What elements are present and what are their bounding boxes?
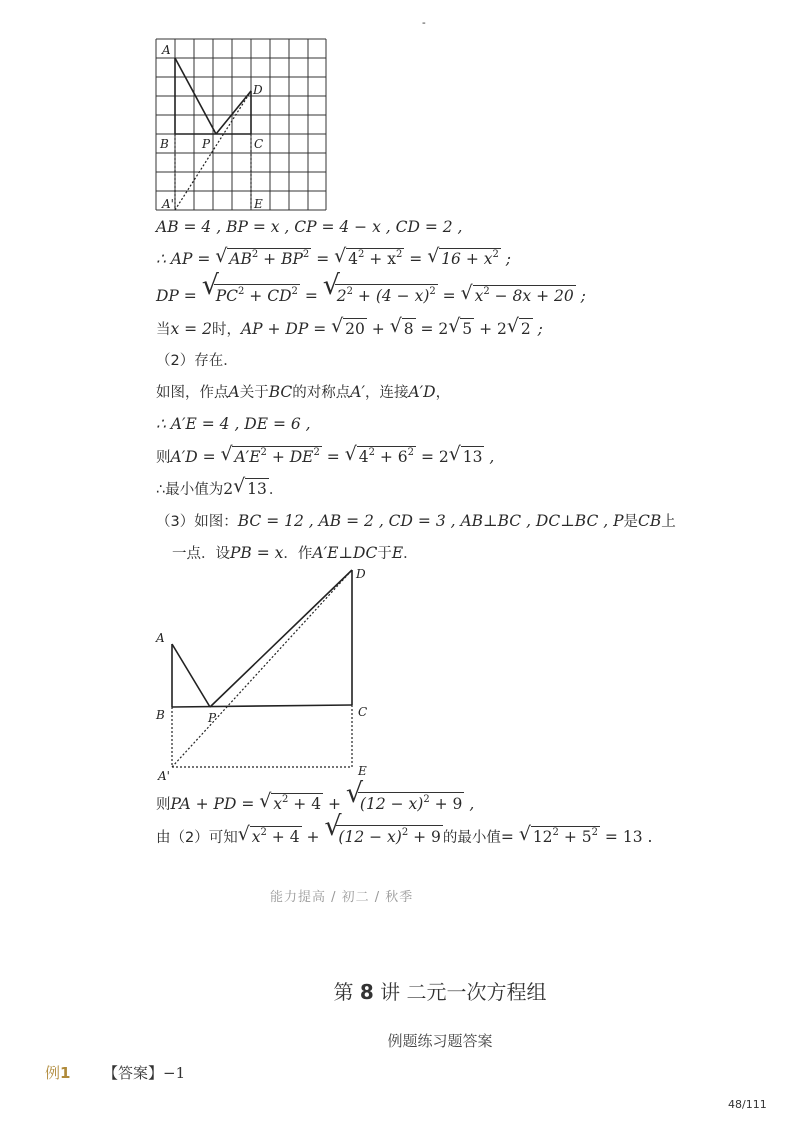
section-subtitle: 例题练习题答案: [387, 1032, 493, 1050]
line-10: （3）如图：BC = 12 , AB = 2 , CD = 3 , AB⊥BC , DC⊥BC , P是CB上: [156, 512, 676, 530]
label-e: E: [358, 764, 367, 778]
lesson-title: 第 8 讲 二元一次方程组: [333, 980, 547, 1004]
label-b: B: [160, 137, 169, 151]
segment-a-prime-d: [172, 570, 352, 767]
label-a-prime: A': [158, 769, 170, 783]
line-1: AB = 4 , BP = x , CP = 4 − x , CD = 2 ,: [156, 218, 463, 236]
line-7: ∴ A′E = 4 , DE = 6 ,: [156, 415, 311, 433]
line-3: DP = √ $PC^2 + CD^2$ = √ $2^2 + (4 - x)^2$ = √ $x^2 - 8x + 20$ ;: [156, 284, 586, 307]
segment-bc: [172, 705, 352, 707]
grid-lines: [156, 39, 326, 210]
label-p: P: [208, 711, 217, 725]
grid-figure: [150, 34, 335, 214]
label-a: A: [162, 43, 171, 57]
line-11: 一点．设PB = x．作A′E⊥DC于E．: [172, 544, 418, 562]
segment-ap: [172, 644, 210, 707]
line-13: 由（2）可知√ $x^2 + 4$ + √ $(12 - x)^2 + 9$ 的最小值= √ $12^2 + 5^2 = 13$ .: [156, 825, 652, 849]
label-p: P: [202, 137, 211, 151]
line-6: 如图，作点A关于BC的对称点A′，连接A′D，: [156, 383, 451, 401]
segment-pd: [216, 91, 251, 134]
course-tag: 能力提高 / 初二 / 秋季: [270, 890, 414, 905]
example-label: 例1: [45, 1064, 71, 1082]
label-e: E: [254, 197, 263, 211]
label-c: C: [254, 137, 264, 151]
header-mark: -: [422, 16, 426, 29]
label-a-prime: A': [162, 197, 174, 211]
label-a: A: [156, 631, 165, 645]
label-b: B: [156, 708, 165, 722]
line-8: 则A′D = √ $A'E^2 + DE^2$ = √ $4^2 + 6^2 = 2√$ 13 ,: [156, 446, 494, 469]
line-4: 当x = 2时，AP + DP = √ 20 + √ 8 = 2√ 5 + 2√ 2 ;: [156, 318, 543, 341]
line-9: ∴最小值为2√ 13 ．: [156, 478, 283, 501]
line-5: （2）存在．: [156, 353, 238, 369]
page-number: 48/111: [728, 1098, 767, 1111]
line-2: ∴ AP = √ $AB^2 + BP^2$ = √ $4^2 + x^2$ = √ $16 + x^2$ ;: [156, 248, 511, 270]
segment-pd: [210, 570, 352, 707]
line-12: 则PA + PD = √ $x^2 + 4$ + √ $(12 - x)^2 + 9$ ,: [156, 792, 474, 816]
reflection-figure: [150, 562, 390, 784]
label-c: C: [358, 705, 368, 719]
example-answer: 【答案】−1: [103, 1064, 186, 1082]
label-d: D: [356, 567, 366, 581]
label-d: D: [253, 83, 263, 97]
